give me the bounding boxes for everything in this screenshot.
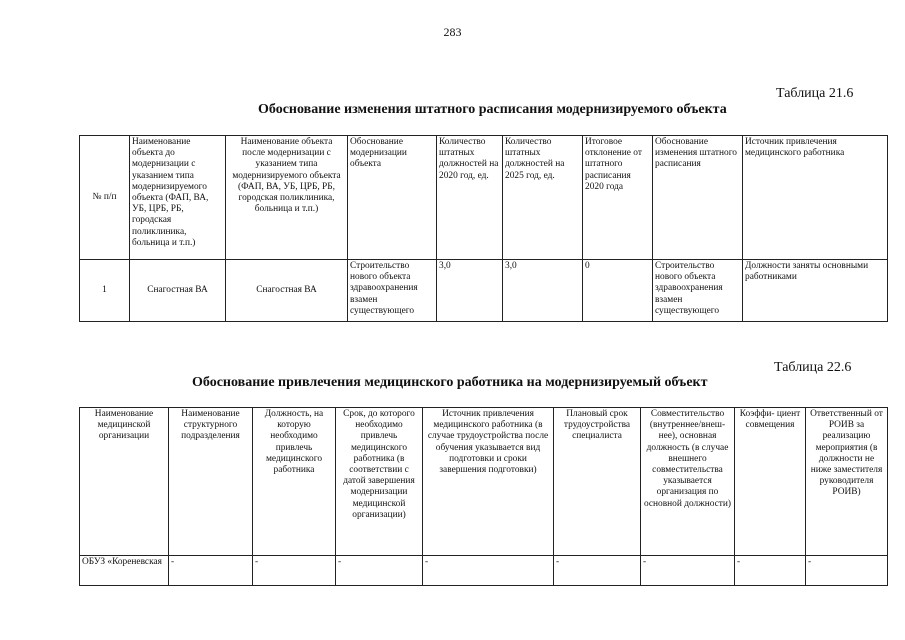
page-number: 283 [443,25,462,39]
table2-header-row [80,408,888,556]
table2-cell-planned-date: - [554,556,641,586]
table-row [80,556,888,586]
table1-header-cell: Итоговое отклонение от штатного расписания 2020 года [583,136,653,260]
table2-cell-part-time: - [641,556,735,586]
table2-cell-position: - [253,556,336,586]
table2-header-cell: Наименование медицинской организации [80,408,169,556]
table2-header-cell: Источник привлечения медицинского работника (в случае трудоустройства после обучения указывается вид подготовки и сроки завершения подготовки) [423,408,554,556]
table1-cell-number: 1 [80,260,130,322]
table1-cell-object-before: Снагостная ВА [130,260,226,322]
table2-cell-deadline: - [336,556,423,586]
table1-title: Обоснование изменения штатного расписания модернизируемого объекта [258,102,727,117]
table-row [80,260,888,322]
table2-cell-organization-text: ОБУЗ «Кореневская [82,557,162,567]
table1-cell-change-justification [653,260,743,322]
table2-label: Таблица 22.6 [774,360,852,375]
table2-header-cell: Плановый срок трудоустройства специалиста [554,408,641,556]
table2-header-cell: Наименование структурного подразделения [169,408,253,556]
table1-cell-staff-2020: 3,0 [437,260,503,322]
staffing-justification-table [79,135,888,322]
table1-cell-deviation: 0 [583,260,653,322]
table1-label: Таблица 21.6 [776,86,854,101]
table1-cell-object-after: Снагостная ВА [226,260,348,322]
table1-cell-source: Должности заняты основными работниками [743,260,888,322]
table1-cell-justification [348,260,437,322]
table1-header-row [80,136,888,260]
table1-header-cell: Обоснование изменения штатного расписания [653,136,743,260]
table2-cell-organization [80,556,169,586]
table1-header-cell: № п/п [80,136,130,260]
table2-header-cell: Коэффи- циент совмещения [735,408,806,556]
table1-cell-change-justification-text: Строительство нового объекта здравоохранения взамен существующего [655,261,723,316]
table2-cell-department: - [169,556,253,586]
table1-cell-staff-2025: 3,0 [503,260,583,322]
table2-title: Обоснование привлечения медицинского работника на модернизируемый объект [192,375,708,390]
worker-recruitment-table [79,407,888,586]
table1-header-cell: Наименование объекта до модернизации с указанием типа модернизируемого объекта (ФАП, ВА, УБ, ЦРБ, РБ, городская поликлиника, больница и т.п.) [130,136,226,260]
table2-cell-responsible: - [806,556,888,586]
table2-header-cell: Совместительство (внутреннее/внеш- нее), основная должность (в случае внешнего совместительства указывается организация по основной должности) [641,408,735,556]
table1-header-cell: Количество штатных должностей на 2020 год, ед. [437,136,503,260]
table2-cell-coefficient: - [735,556,806,586]
table2-cell-source: - [423,556,554,586]
table1-cell-justification-text: Строительство нового объекта здравоохранения взамен существующего [350,261,418,316]
table2-header-cell: Ответственный от РОИВ за реализацию мероприятия (в должности не ниже заместителя руководителя РОИВ) [806,408,888,556]
table1-header-cell: Наименование объекта после модернизации с указанием типа модернизируемого объекта (ФАП, ВА, УБ, ЦРБ, РБ, городская поликлиника, больница и т.п.) [226,136,348,260]
table1-header-cell: Количество штатных должностей на 2025 год, ед. [503,136,583,260]
table2-header-cell: Должность, на которую необходимо привлечь медицинского работника [253,408,336,556]
table2-header-cell: Срок, до которого необходимо привлечь медицинского работника (в соответствии с датой завершения модернизации медицинской организации) [336,408,423,556]
table1-header-cell: Источник привлечения медицинского работника [743,136,888,260]
table1-header-cell: Обоснование модернизации объекта [348,136,437,260]
